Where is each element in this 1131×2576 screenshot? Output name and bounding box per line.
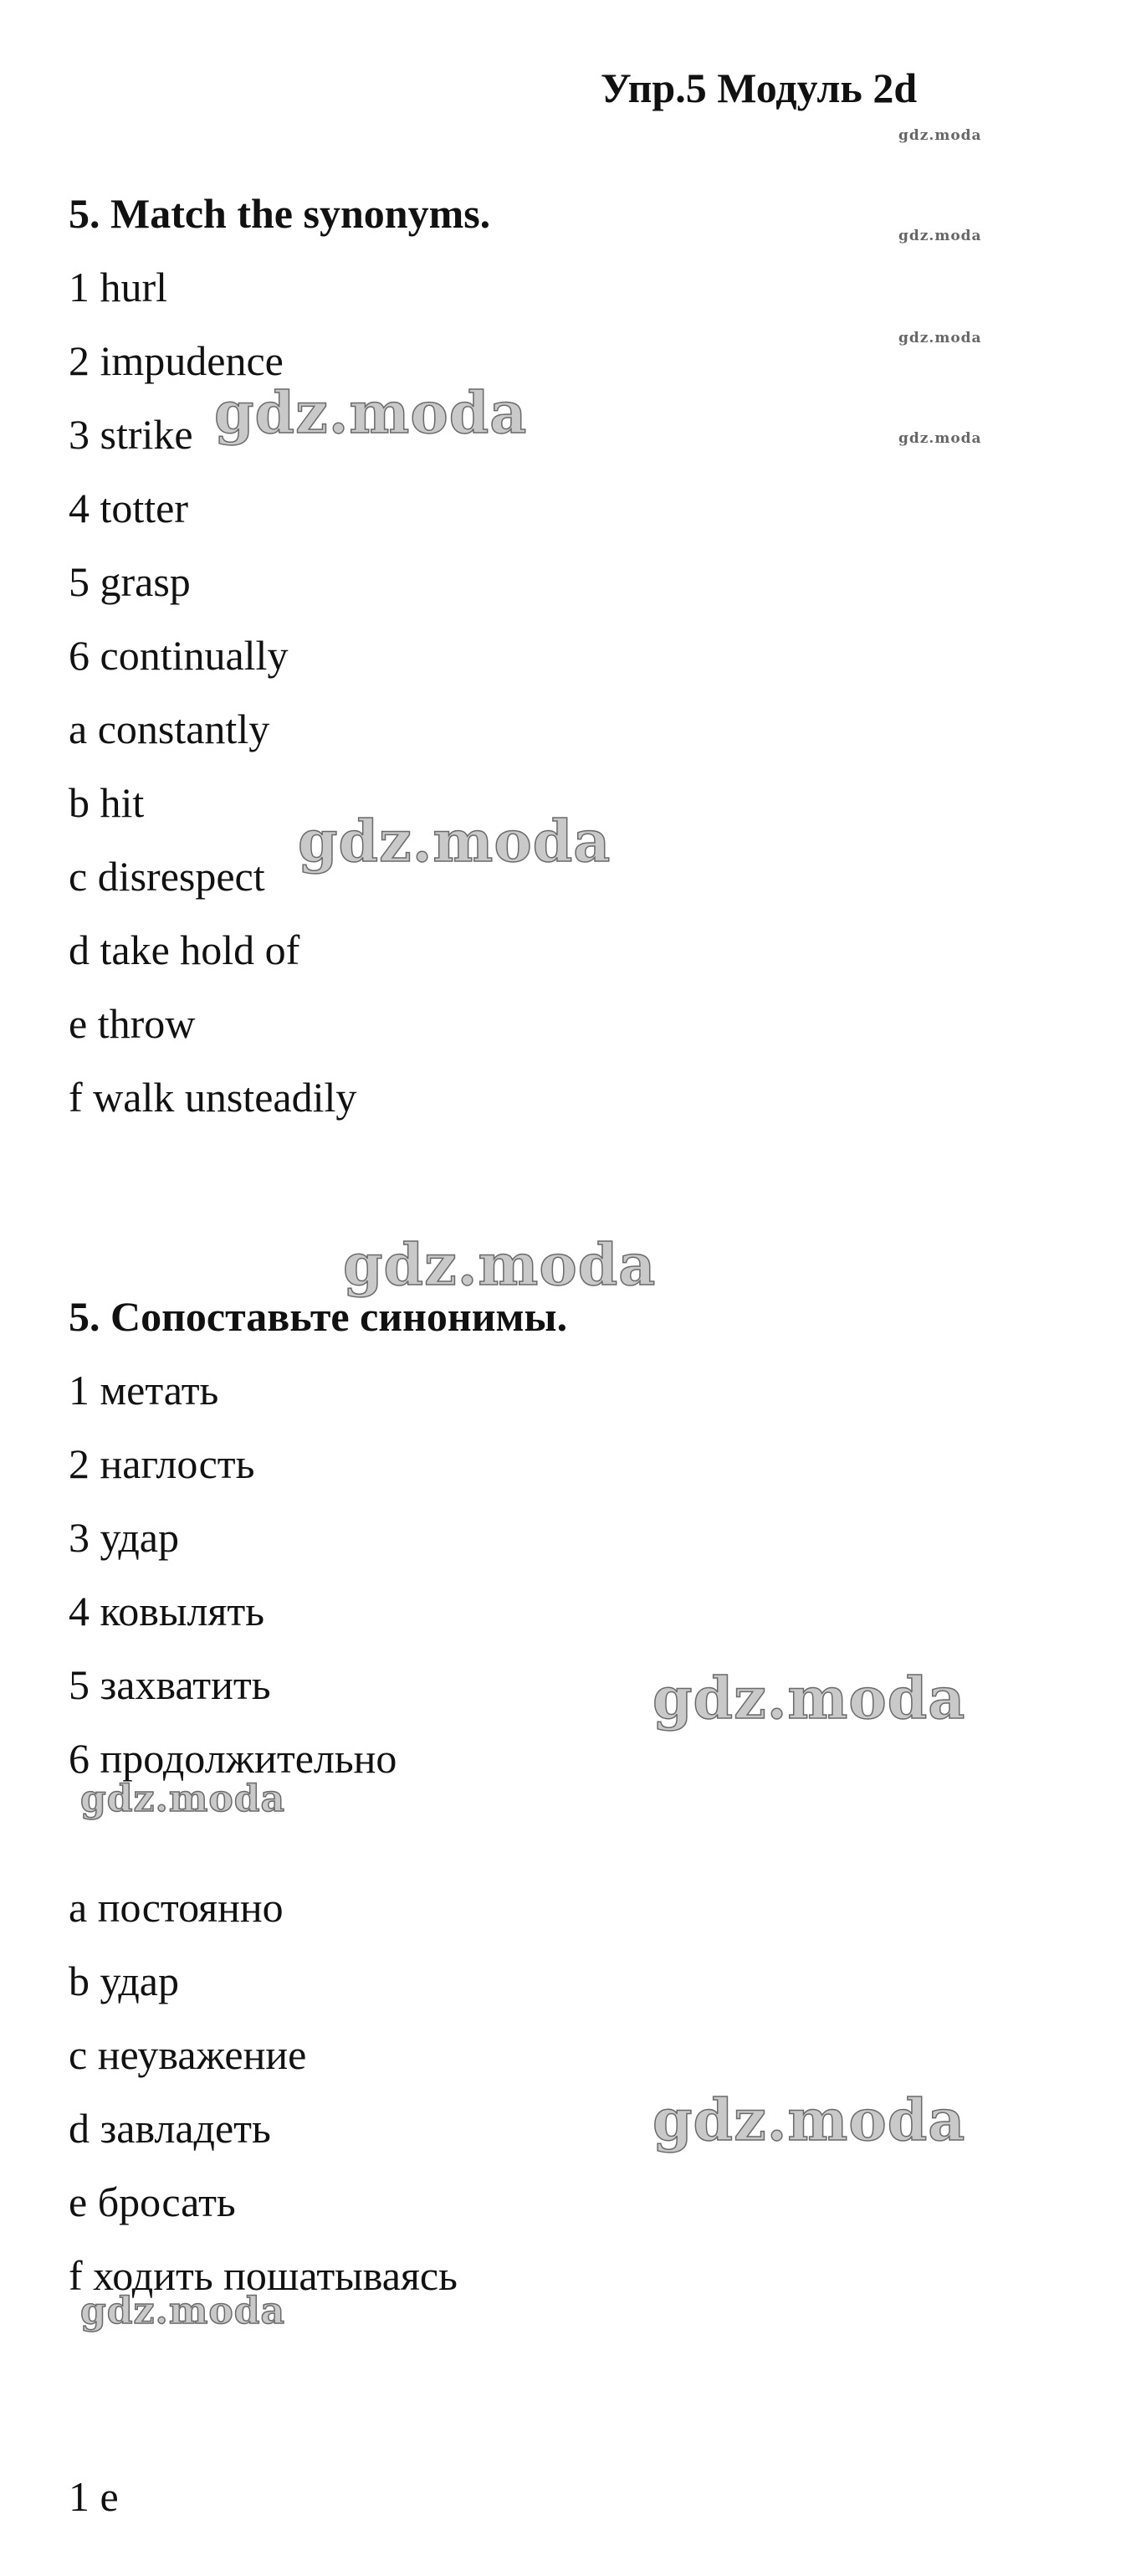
watermark: gdz.moda xyxy=(898,228,982,244)
russian-item: 3 удар xyxy=(69,1514,179,1561)
russian-item: a постоянно xyxy=(69,1884,284,1931)
russian-item: 6 продолжительно xyxy=(69,1735,397,1782)
russian-item: b удар xyxy=(69,1958,179,2004)
russian-exercise-heading: 5. Сопоставьте синонимы. xyxy=(69,1293,568,1340)
watermark: gdz.moda xyxy=(80,1778,286,1820)
russian-item: 2 наглость xyxy=(69,1440,255,1487)
watermark: gdz.moda xyxy=(298,808,612,875)
russian-item: c неуважение xyxy=(69,2031,307,2078)
watermark: gdz.moda xyxy=(898,330,982,346)
russian-item: 5 захватить xyxy=(69,1661,271,1708)
watermark: gdz.moda xyxy=(652,2087,966,2154)
english-item: 3 strike xyxy=(69,411,193,458)
english-item: 1 hurl xyxy=(69,264,168,310)
english-item: e throw xyxy=(69,1000,196,1047)
watermark: gdz.moda xyxy=(898,127,982,144)
watermark: gdz.moda xyxy=(80,2290,286,2332)
watermark: gdz.moda xyxy=(898,430,982,447)
russian-item: 4 ковылять xyxy=(69,1588,265,1634)
watermark: gdz.moda xyxy=(214,380,528,447)
russian-item: 1 метать xyxy=(69,1367,219,1414)
english-item: b hit xyxy=(69,779,145,826)
watermark: gdz.moda xyxy=(343,1232,657,1299)
russian-item: e бросать xyxy=(69,2178,236,2225)
russian-item: f ходить пошатываясь xyxy=(69,2252,458,2299)
english-item: 6 continually xyxy=(69,632,289,679)
watermark: gdz.moda xyxy=(652,1665,966,1732)
english-item: a constantly xyxy=(69,706,270,752)
page-title: Упр.5 Модуль 2d xyxy=(601,64,918,111)
english-item: f walk unsteadily xyxy=(69,1074,357,1121)
english-exercise-heading: 5. Match the synonyms. xyxy=(69,190,491,237)
english-item: 4 totter xyxy=(69,485,189,531)
russian-item: d завладеть xyxy=(69,2105,271,2152)
english-item: c disrespect xyxy=(69,853,265,900)
answer-text: 1 e xyxy=(69,2473,119,2520)
english-item: d take hold of xyxy=(69,926,300,973)
english-item: 2 impudence xyxy=(69,337,284,384)
english-item: 5 grasp xyxy=(69,558,191,605)
